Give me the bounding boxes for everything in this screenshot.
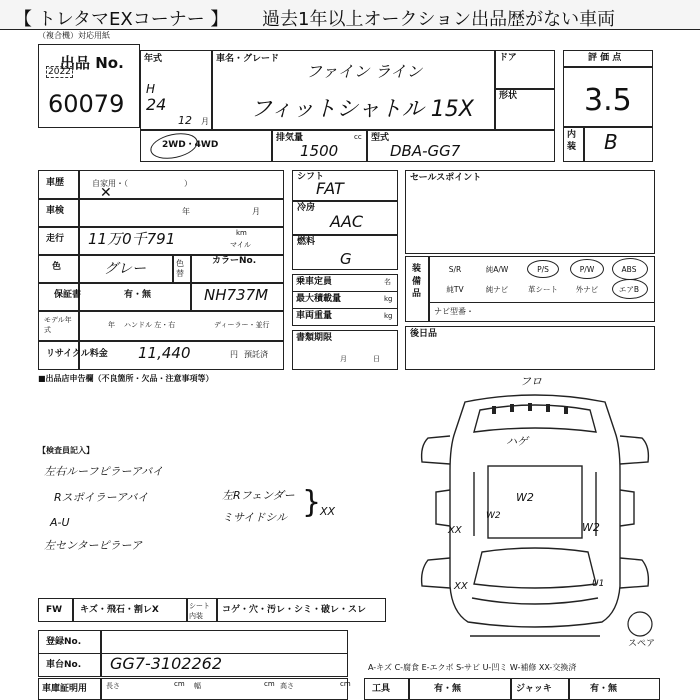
mileage-value: 11万0千791 <box>88 230 176 248</box>
doc-period-unit: 月日 <box>340 355 406 363</box>
circle-abs <box>612 258 648 280</box>
color-code-label: カラーNo. <box>212 256 257 266</box>
row-line <box>38 198 284 200</box>
capacity-unit: 名 <box>384 278 391 286</box>
equip-leather: 革シート <box>528 285 558 294</box>
aircon-value: AAC <box>330 212 364 231</box>
drive-label: 2WD・4WD <box>162 140 219 150</box>
spare-label: スペア <box>628 639 656 649</box>
handle-options: ハンドル 左・右 <box>124 321 176 329</box>
warranty-options: 有・無 <box>124 290 152 300</box>
shape-label: 形状 <box>499 91 518 101</box>
header-banner <box>0 0 700 30</box>
recycle-label: リサイクル料金 <box>46 349 108 359</box>
diagram-mark-rear-right: U1 <box>592 579 605 589</box>
row-line <box>38 340 284 342</box>
tj-split <box>408 678 410 700</box>
col-line <box>78 170 80 370</box>
equip-sunroof: S/R <box>448 265 462 274</box>
inspector-line-1: 左右ルーフピラーアバイ <box>44 465 164 478</box>
tools-options: 有・無 <box>434 684 462 694</box>
diagram-mark-left: W2 <box>486 511 501 521</box>
equip-tv: 純TV <box>446 285 464 294</box>
eq-vline <box>428 256 430 322</box>
header-description: 過去1年以上オークション出品歴がない車両 <box>262 9 616 30</box>
weight-unit: kg <box>384 312 393 320</box>
header-corner-title: 【 トレタマEXコーナー 】 <box>14 9 229 30</box>
model-year-unit: 年 <box>108 321 115 329</box>
size-height: 高さ <box>280 682 294 690</box>
name-grade-label: 車名・グレード <box>216 54 280 64</box>
interior-divider <box>563 126 653 128</box>
model-name-value: フィットシャトル 15X <box>250 97 474 122</box>
year-value: 24 <box>146 95 167 114</box>
diagram-hood-mark: ハゲ <box>506 435 528 448</box>
after-day-label: 後日品 <box>410 329 438 339</box>
circle-airbag <box>612 279 648 299</box>
rating-divider <box>563 66 653 68</box>
inspector-right-line-2: ミサイドシル <box>222 511 287 524</box>
aircon-label: 冷房 <box>297 203 316 213</box>
interior-vline <box>583 126 585 162</box>
tj-split <box>510 678 512 700</box>
equip-power-steering: P/S <box>537 265 549 274</box>
color-value: グレー <box>104 261 146 277</box>
size-length-unit: cm <box>174 680 185 688</box>
inspection-month-unit: 月 <box>252 207 260 216</box>
lot-label: 出品 No. <box>60 54 124 72</box>
history-label: 車歴 <box>46 178 65 188</box>
inspection-label: 車検 <box>46 206 65 216</box>
registration-row <box>38 630 348 654</box>
spec-line <box>292 200 398 202</box>
registration-label: 登録No. <box>46 637 82 647</box>
dmg-split <box>72 598 74 622</box>
tools-label: 工具 <box>372 684 391 694</box>
dmg-split <box>186 598 188 622</box>
interior-label: 内装 <box>567 130 577 152</box>
damage-options: キズ・飛石・割レX <box>80 605 159 615</box>
tj-split <box>568 678 570 700</box>
recycle-unit: 円 <box>230 350 238 359</box>
size-split <box>100 678 102 700</box>
equipment-label: 装備品 <box>412 264 422 300</box>
interior-value: B <box>604 130 618 154</box>
color-split-2 <box>190 254 192 310</box>
load-unit: kg <box>384 295 393 303</box>
chassis-value: GG7-3102262 <box>110 654 223 673</box>
inspector-line-4: 左センターピラーア <box>44 539 143 552</box>
displacement-unit: cc <box>354 133 362 141</box>
door-label: ドア <box>499 53 517 63</box>
seat-items: コゲ・穴・汚レ・シミ・破レ・スレ <box>222 605 367 615</box>
diagram-mark-left-side: XX <box>448 525 462 536</box>
inspector-line-2: Rスポイラーアバイ <box>54 491 149 504</box>
displacement-label: 排気量 <box>276 133 304 143</box>
diagram-mark-roof: W2 <box>516 491 534 504</box>
eq-hline <box>428 302 655 303</box>
history-mark: ✕ <box>100 185 112 201</box>
weight-label: 車両重量 <box>296 311 333 321</box>
reg-split <box>100 630 102 654</box>
cap-line <box>292 291 398 292</box>
car-damage-diagram <box>410 376 660 644</box>
sales-point-label: セールスポイント <box>410 173 482 183</box>
dmg-split <box>216 598 218 622</box>
history-options: 自家用・（ ） <box>92 179 192 188</box>
doc-period-label: 書類期限 <box>296 333 333 343</box>
recycle-status: 預託済 <box>244 350 268 359</box>
model-code-value: DBA-GG7 <box>390 142 461 160</box>
rating-score: 3.5 <box>584 83 632 118</box>
load-label: 最大積載量 <box>296 294 342 304</box>
row-line <box>38 310 284 312</box>
navi-model-label: ナビ型番・ <box>434 307 474 316</box>
model-code-label: 型式 <box>371 133 390 143</box>
mileage-unit-mile: マイル <box>230 241 251 249</box>
color-code-value: NH737M <box>204 286 269 304</box>
shift-value: FAT <box>316 179 344 198</box>
jack-options: 有・無 <box>590 684 618 694</box>
equip-power-windows: P/W <box>579 265 595 274</box>
mileage-label: 走行 <box>46 234 65 244</box>
after-day-box <box>405 326 655 370</box>
notes-label: ■出品店申告欄（不良箇所・欠品・注意事項等） <box>38 374 214 383</box>
month-unit: 月 <box>201 117 209 126</box>
color-split <box>172 254 174 282</box>
row-line <box>38 282 284 284</box>
equip-alloy-wheels: 純A/W <box>485 265 509 274</box>
dealer-options: ディーラー・並行 <box>214 321 270 329</box>
inspector-bracket: } <box>302 485 322 520</box>
size-length: 長さ <box>106 682 120 690</box>
inspection-year-unit: 年 <box>182 207 190 216</box>
row-line <box>38 226 284 228</box>
size-height-unit: cm <box>340 680 351 688</box>
diagram-mark-right-side: W2 <box>582 521 600 534</box>
fuel-value: G <box>340 250 352 268</box>
fw-label: FW <box>46 605 63 615</box>
chassis-label: 車台No. <box>46 660 82 670</box>
lot-year-stamp: 2022 <box>48 67 71 77</box>
spec-line <box>292 234 398 236</box>
subheader-note: （複合機）対応用紙 <box>38 31 110 40</box>
color-change-label: 色替 <box>176 259 184 279</box>
jack-label: ジャッキ <box>516 684 552 694</box>
year-label: 年式 <box>144 54 163 64</box>
damage-legend: A-キズ C-腐食 E-エクボ S-サビ U-凹ミ W-補修 XX-交換済 <box>368 663 577 672</box>
equip-aftermarket-navi: 外ナビ <box>575 285 599 294</box>
mileage-unit-km: km <box>236 229 247 237</box>
recycle-value: 11,440 <box>138 344 191 362</box>
size-width-unit: cm <box>264 680 275 688</box>
diagram-mark-rear-left: XX <box>454 581 468 592</box>
equip-airbag: エアB <box>618 285 640 294</box>
year-era: H <box>146 82 156 96</box>
seat-label: シート内装 <box>189 602 210 620</box>
chassis-split <box>100 653 102 677</box>
inspector-line-3: A-U <box>50 516 70 529</box>
shift-label: シフト <box>297 172 325 182</box>
equip-navi: 純ナビ <box>485 285 509 294</box>
diagram-front-label: フロ <box>520 375 542 388</box>
color-label: 色 <box>52 262 62 272</box>
size-width: 幅 <box>194 682 201 690</box>
inspector-right-mark: XX <box>320 505 336 518</box>
model-year-label: モデル年式 <box>44 316 72 334</box>
year-month: 12 <box>178 114 192 127</box>
circle-pw <box>570 259 604 279</box>
displacement-value: 1500 <box>300 142 339 160</box>
circle-ps <box>527 260 559 278</box>
warranty-label: 保証書 <box>54 290 82 300</box>
lot-number: 60079 <box>48 90 125 118</box>
grade-value: ファイン ライン <box>306 62 423 81</box>
inspector-label: 【検査員記入】 <box>38 446 94 455</box>
equip-abs: ABS <box>621 265 637 274</box>
rating-label: 評 価 点 <box>588 53 622 63</box>
inspector-right-line-1: 左Rフェンダー <box>222 489 295 502</box>
size-cert-label: 車庫証明用 <box>42 684 88 694</box>
cap-line <box>292 308 398 309</box>
capacity-label: 乗車定員 <box>296 277 333 287</box>
fuel-label: 燃料 <box>297 237 316 247</box>
